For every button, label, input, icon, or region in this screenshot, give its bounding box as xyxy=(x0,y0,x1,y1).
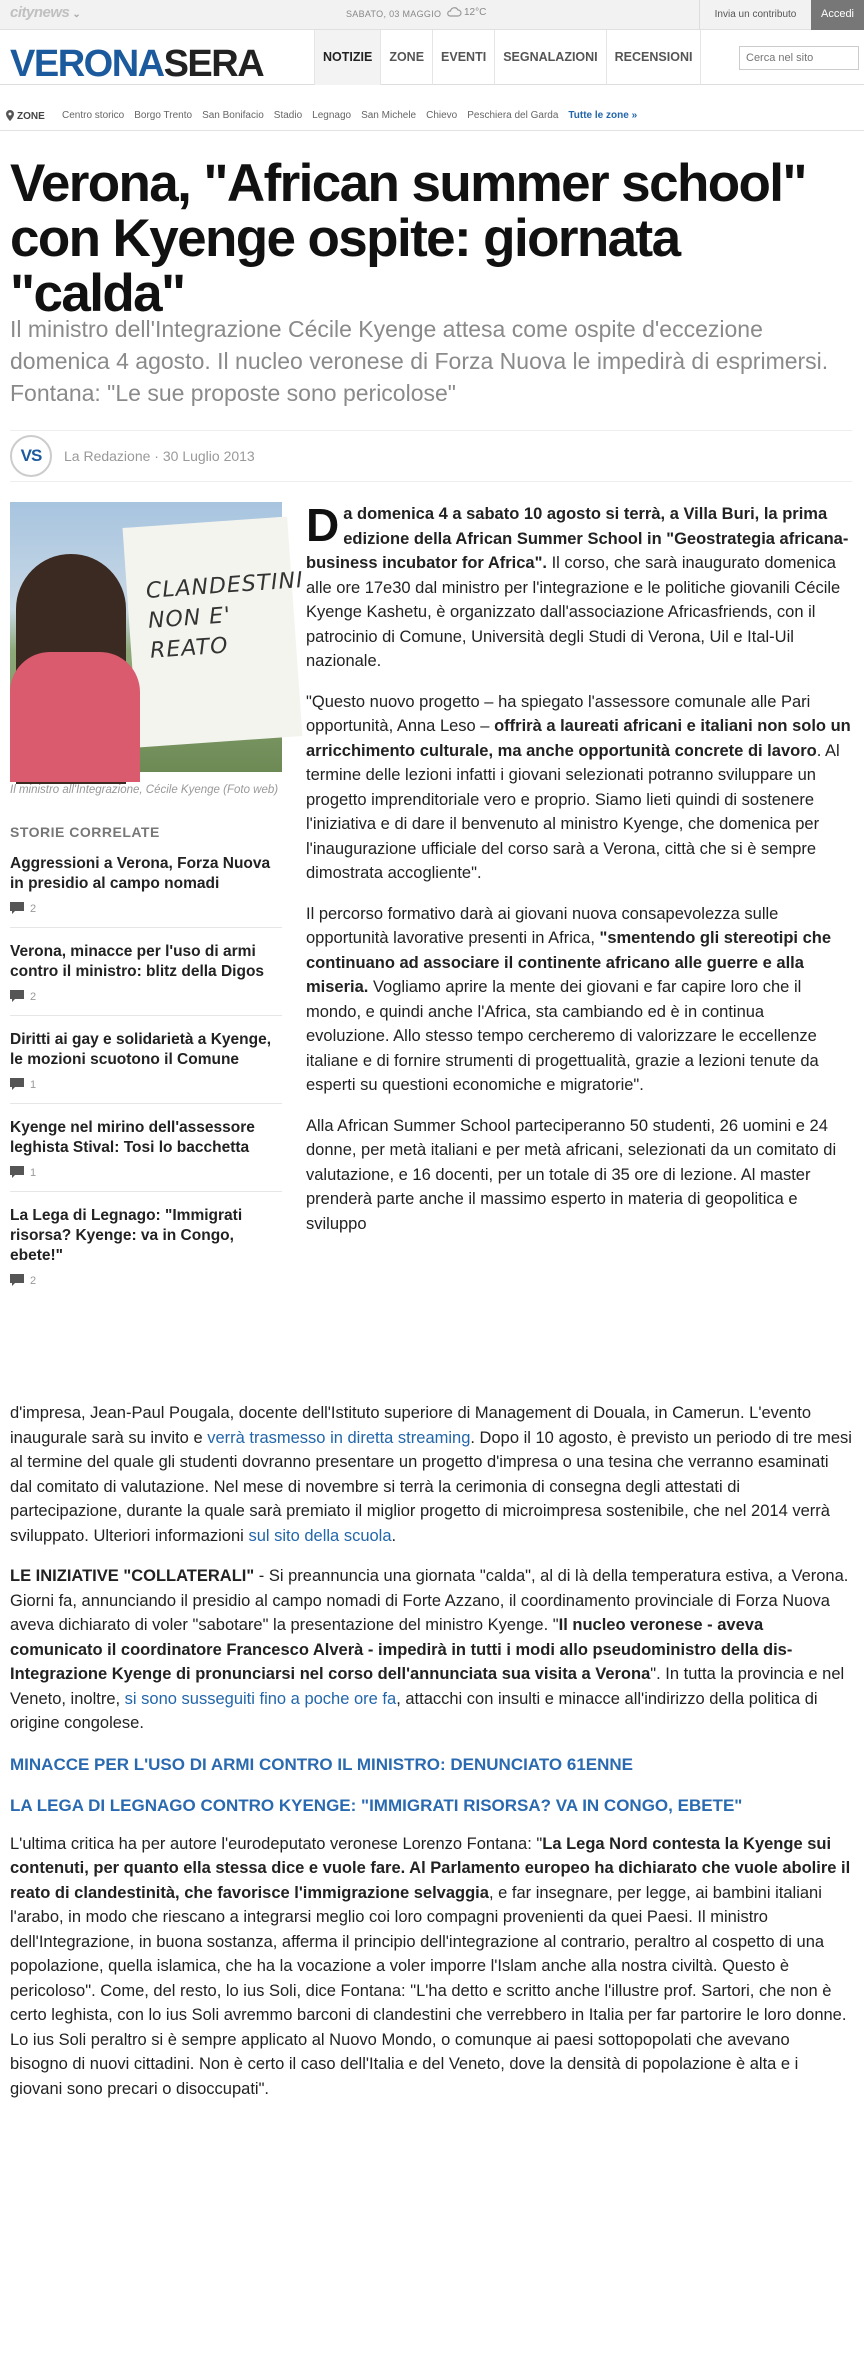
paragraph: Alla African Summer School parteciperanno 50 studenti, 26 uomini e 24 donne, per metà italiani e per metà africani, selezionati da un comitato di valutazione, e 16 docenti, per un totale di 35 ore di lezione. Al master prenderà parte anche il massimo esperto in materia di geopolitica e sviluppo xyxy=(306,1116,837,1233)
comment-count: 2 xyxy=(10,902,282,915)
nav-eventi[interactable]: EVENTI xyxy=(432,30,494,85)
related-item[interactable] xyxy=(10,1016,282,1104)
author-avatar[interactable]: VS xyxy=(10,435,52,477)
paragraph: LE INIZIATIVE "COLLATERALI" - Si preannuncia una giornata "calda", al di là della temperatura estiva, a Verona. Giorni fa, annunciando il presidio al campo nomadi di Forte Azzano, il coordinamento provinciale di Forza Nuova aveva dichiarato di voler "sabotare" la presentazione del ministro Kyenge. "Il nucleo veronese - aveva comunicato il coordinatore Francesco Alverà - impedirà in tutti i modi allo pseudoministro della dis-Integrazione Kyenge di pronunciarsi nel corso dell'annunciata sua visita a Verona". In tutta la provincia e nel Veneto, inoltre, si sono susseguiti fino a poche ore fa, attacchi con insulti e minacce all'indirizzo della politica di origine congolese. xyxy=(10,1567,849,1732)
zone-link[interactable]: San Michele xyxy=(361,110,417,121)
comment-icon xyxy=(10,1274,24,1286)
related-title[interactable]: Diritti ai gay e solidarietà a Kyenge, le mozioni scuotono il Comune xyxy=(10,1031,272,1068)
zone-list xyxy=(62,110,647,121)
zone-label: ZONE xyxy=(6,110,45,122)
related-item[interactable] xyxy=(10,1192,282,1299)
cloud-icon xyxy=(447,7,461,17)
weather xyxy=(447,7,486,18)
paragraph: Il percorso formativo darà ai giovani nuova consapevolezza sulle opportunità lavorative presenti in Africa, "smentendo gli stereotipi che continuano ad associare il continente africano alle guerre e alla miseria. Vogliamo aprire la mente dei giovani e far capire loro che il mondo, e quindi anche l'Africa, sta cambiando ed è in continua evoluzione. Allo stesso tempo cercheremo di valorizzare le eccellenze italiane e di fornire strumenti di progettualità, grazie a lezioni tenute da esperti su questioni economiche e migratorie". xyxy=(306,904,832,1094)
nav-notizie[interactable]: NOTIZIE xyxy=(314,30,380,85)
login-button[interactable]: Accedi xyxy=(811,0,864,30)
zone-link[interactable]: Centro storico xyxy=(62,110,125,121)
paragraph: Da domenica 4 a sabato 10 agosto si terrà, a Villa Buri, la prima edizione della African Summer School in "Geostrategia africana-business incubator for Africa". Il corso, che sarà inaugurato domenica alle ore 17e30 dal ministro per l'integrazione e le politiche giovanili Cécile Kyenge Kashetu, è organizzato dall'associazione Africasfriends, con il patrocinio di Comune, Università degli Studi di Verona, Uil e Ital-Uil nazionale. xyxy=(306,499,849,670)
map-pin-icon xyxy=(6,110,14,121)
chevron-down-icon: ⌄ xyxy=(72,9,81,20)
zone-link[interactable]: Chievo xyxy=(426,110,458,121)
paragraph: L'ultima critica ha per autore l'eurodeputato veronese Lorenzo Fontana: "La Lega Nord contesta la Kyenge sui contenuti, per quanto ella stessa dice e vuole fare. Al Parlamento europeo ha dichiarato che vuole abolire il reato di clandestinità, che favorisce l'immigrazione selvaggia, e far insegnare, per legge, ai bambini italiani l'arabo, in modo che riescano a integrarsi meglio coi loro compagni provenienti da quei Paesi. Il ministro dell'Integrazione, in buona sostanza, afferma il principio dell'integrazione al contrario, peraltro al cospetto di una popolazione, quella islamica, che ha la vocazione a voler imporre l'Islam anche alla nostra civiltà. Questo è pericoloso". Come, del resto, lo ius Soli, dice Fontana: "L'ha detto e scritto anche l'illustre prof. Sartori, che non è certo leghista, con lo ius Soli avremmo barconi di clandestini che verrebbero in Italia per far partorire le loro donne. Lo ius Soli peraltro si è sempre applicato al Nuovo Mondo, o comunque ai paesi sottopopolati che avevano bisogno di nuovi cittadini. Non è certo il caso dell'Italia e del Veneto, dove la densità di popolazione è alta e i giovani sono precari o disoccupati". xyxy=(10,1834,851,2098)
school-site-link[interactable]: sul sito della scuola xyxy=(248,1526,392,1545)
nav-segnalazioni[interactable]: SEGNALAZIONI xyxy=(494,30,605,85)
related-item[interactable] xyxy=(10,840,282,928)
top-bar xyxy=(0,0,864,30)
main-nav xyxy=(314,30,701,85)
streaming-link[interactable]: verrà trasmesso in diretta streaming xyxy=(207,1428,471,1447)
nav-zone[interactable]: ZONE xyxy=(380,30,432,85)
related-heading: STORIE CORRELATE xyxy=(10,824,160,840)
zone-link[interactable]: Legnago xyxy=(312,110,352,121)
paragraph: "Questo nuovo progetto – ha spiegato l'assessore comunale alle Pari opportunità, Anna Leso – offrirà a laureati africani e italiani non solo un arricchimento culturale, ma anche opportunità concrete di lavoro. Al termine delle lezioni infatti i giovani selezionati potranno sviluppare un progetto imprenditoriale vero e proprio. Siamo lieti quindi di sostenere l'iniziativa e di dare il benvenuto al ministro Kyenge, che domenica per l'inaugurazione ufficiale del corso sarà a Verona, città che si è sempre dimostrata accogliente". xyxy=(306,692,851,882)
photo-shirt xyxy=(10,652,140,782)
related-item[interactable] xyxy=(10,928,282,1016)
site-header xyxy=(0,30,864,85)
related-title[interactable]: Kyenge nel mirino dell'assessore leghista Stival: Tosi lo bacchetta xyxy=(10,1119,255,1156)
citynews-logo[interactable]: citynews ⌄ xyxy=(10,4,81,21)
article-body xyxy=(306,499,852,1236)
related-title[interactable]: Verona, minacce per l'uso di armi contro il ministro: blitz della Digos xyxy=(10,943,265,980)
article-body-full xyxy=(10,1401,852,2117)
zone-link[interactable]: Borgo Trento xyxy=(134,110,193,121)
byline xyxy=(10,430,852,482)
comment-count: 2 xyxy=(10,1274,282,1287)
paragraph: d'impresa, Jean-Paul Pougala, docente dell'Istituto superiore di Management di Douala, in Camerun. L'evento inaugurale sarà su invito e verrà trasmesso in diretta streaming. Dopo il 10 agosto, è previsto un periodo di tre mesi al termine del quale gli studenti dovranno presentare un progetto d'impresa o una tesina che verranno esaminati dal comitato di valutazione. Nel mese di novembre si terrà la cerimonia di consegna degli attestati di partecipazione, durante la quale sarà premiato il miglior progetto di microimpresa sostenibile, che nel 2014 verrà sviluppato. Ulteriori informazioni sul sito della scuola. xyxy=(10,1404,852,1545)
section-link-lega[interactable]: LA LEGA DI LEGNAGO CONTRO KYENGE: "IMMIGRATI RISORSA? VA IN CONGO, EBETE" xyxy=(10,1795,743,1815)
comment-icon xyxy=(10,1078,24,1090)
banner-writing: CLANDESTINI NON E' REATO xyxy=(145,567,305,664)
comment-icon xyxy=(10,902,24,914)
comment-icon xyxy=(10,990,24,1002)
related-title[interactable]: Aggressioni a Verona, Forza Nuova in presidio al campo nomadi xyxy=(10,855,271,892)
author-name[interactable]: La Redazione xyxy=(64,448,151,464)
photo-caption: Il ministro all'Integrazione, Cécile Kyenge (Foto web) xyxy=(10,784,279,796)
section-link-threats[interactable]: MINACCE PER L'USO DI ARMI CONTRO IL MINISTRO: DENUNCIATO 61ENNE xyxy=(10,1754,633,1774)
comment-icon xyxy=(10,1166,24,1178)
drop-cap: D xyxy=(306,499,340,551)
current-date: SABATO, 03 MAGGIO xyxy=(346,9,442,19)
sidebar xyxy=(10,502,305,1299)
comment-count: 1 xyxy=(10,1166,282,1179)
byline-text: La Redazione · 30 Luglio 2013 xyxy=(64,448,255,464)
comment-count: 2 xyxy=(10,990,282,1003)
zone-link[interactable]: San Bonifacio xyxy=(202,110,264,121)
comment-count: 1 xyxy=(10,1078,282,1091)
attacks-link[interactable]: si sono susseguiti fino a poche ore fa xyxy=(124,1689,397,1708)
temperature: 12°C xyxy=(464,7,487,18)
contribute-link[interactable]: Invia un contributo xyxy=(699,0,811,30)
related-item[interactable] xyxy=(10,1104,282,1192)
publish-date: 30 Luglio 2013 xyxy=(162,448,255,464)
zone-bar xyxy=(0,104,864,131)
article-subtitle: Il ministro dell'Integrazione Cécile Kyenge attesa come ospite d'eccezione domenica 4 agosto. Il nucleo veronese di Forza Nuova le impedirà di esprimersi. Fontana: "Le sue proposte sono pericolose" xyxy=(10,316,829,406)
article-title: Verona, "African summer school" con Kyenge ospite: giornata "calda" xyxy=(10,154,806,323)
related-title[interactable]: La Lega di Legnago: "Immigrati risorsa? Kyenge: va in Congo, ebete!" xyxy=(10,1207,243,1264)
zone-link[interactable]: Stadio xyxy=(273,110,303,121)
article-photo[interactable] xyxy=(10,502,305,772)
search-input[interactable] xyxy=(739,46,859,70)
site-logo[interactable]: VERONASERA xyxy=(10,43,264,85)
all-zones-link[interactable]: Tutte le zone » xyxy=(568,110,638,121)
zone-link[interactable]: Peschiera del Garda xyxy=(467,110,559,121)
nav-recensioni[interactable]: RECENSIONI xyxy=(606,30,702,85)
